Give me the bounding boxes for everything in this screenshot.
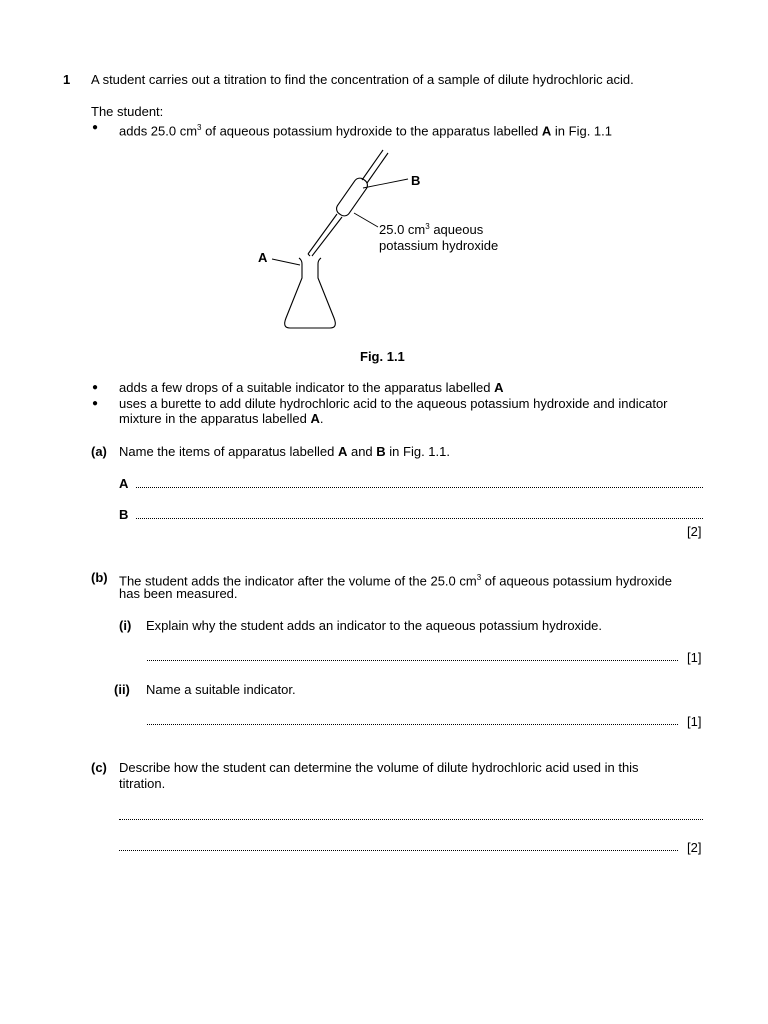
step-3-post: . xyxy=(319,411,324,426)
part-a-text-post: in Fig. 1.1. xyxy=(385,444,450,459)
step-1-text-post: in Fig. 1.1 xyxy=(551,123,612,139)
part-b-line1-pre: The student adds the indicator after the volume of the 25.0 cm xyxy=(119,573,477,589)
answer-line-c-2[interactable] xyxy=(119,850,678,851)
part-b-i-marks: [1] xyxy=(687,650,702,665)
figure-label-a: A xyxy=(258,250,268,265)
pipette-icon xyxy=(308,150,388,256)
part-b-line1-post: of aqueous potassium hydroxide xyxy=(481,573,672,589)
figure-caption: Fig. 1.1 xyxy=(360,349,405,364)
answer-line-b[interactable] xyxy=(136,518,703,519)
figure-annotation-line2: potassium hydroxide xyxy=(379,238,499,253)
answer-line-b-i[interactable] xyxy=(147,660,678,661)
step-1 xyxy=(119,120,612,139)
superscript: 3 xyxy=(197,123,202,132)
figure-1-1 xyxy=(240,148,530,338)
part-a-label: (a) xyxy=(91,444,107,459)
part-b-line2: has been measured. xyxy=(119,586,238,601)
part-a-text-pre: Name the items of apparatus labelled xyxy=(119,444,338,459)
step-1-text: adds 25.0 cm xyxy=(119,123,198,139)
apparatus-diagram xyxy=(240,148,530,338)
part-a-marks: [2] xyxy=(687,524,702,539)
question-intro: A student carries out a titration to find the concentration of a sample of dilute hydrochloric acid. xyxy=(91,72,634,87)
answer-line-c-1[interactable] xyxy=(119,819,703,820)
part-b-i-label: (i) xyxy=(119,618,132,633)
part-a-text-mid: and xyxy=(347,444,377,459)
step-2-bold: A xyxy=(494,380,504,395)
question-number: 1 xyxy=(63,72,71,87)
step-3-line1: uses a burette to add dilute hydrochloric acid to the aqueous potassium hydroxide and indicator xyxy=(119,396,668,411)
step-3-line2 xyxy=(119,411,324,427)
step-1-text-mid: of aqueous potassium hydroxide to the apparatus labelled xyxy=(201,123,542,139)
figure-annotation-line1: 25.0 $cm^3$ aqueous xyxy=(379,222,484,237)
step-3-text: mixture in the apparatus labelled xyxy=(119,411,311,426)
part-c-label: (c) xyxy=(91,760,107,775)
bullet-icon: ● xyxy=(92,122,99,133)
superscript: 3 xyxy=(476,573,482,582)
answer-line-b-ii[interactable] xyxy=(147,724,678,725)
part-b-i-text: Explain why the student adds an indicator to the aqueous potassium hydroxide. xyxy=(146,618,603,633)
step-2 xyxy=(119,380,503,396)
student-label: The student: xyxy=(91,104,164,119)
answer-a-label: A xyxy=(119,476,129,491)
step-1-bold: A xyxy=(541,123,552,139)
part-c-marks: [2] xyxy=(687,840,702,855)
figure-label-b: B xyxy=(411,173,421,188)
part-b-ii-text: Name a suitable indicator. xyxy=(146,682,296,697)
part-b-ii-marks: [1] xyxy=(687,714,702,729)
part-c-line2: titration. xyxy=(119,776,166,791)
step-3-bold: A xyxy=(310,411,320,426)
bullet-icon: ● xyxy=(92,398,99,409)
part-b-ii-label: (ii) xyxy=(114,682,130,697)
bullet-icon: ● xyxy=(92,382,99,393)
part-b-label: (b) xyxy=(91,570,108,585)
answer-b-label: B xyxy=(119,507,129,522)
part-a-bold-b: B xyxy=(376,444,386,459)
part-a-bold-a: A xyxy=(337,444,348,459)
conical-flask-icon xyxy=(285,258,336,328)
part-a-text xyxy=(119,444,450,460)
step-2-text: adds a few drops of a suitable indicator to the apparatus labelled xyxy=(119,380,495,395)
part-c-line1: Describe how the student can determine the volume of dilute hydrochloric acid used in this xyxy=(119,760,639,775)
answer-line-a[interactable] xyxy=(136,487,703,488)
